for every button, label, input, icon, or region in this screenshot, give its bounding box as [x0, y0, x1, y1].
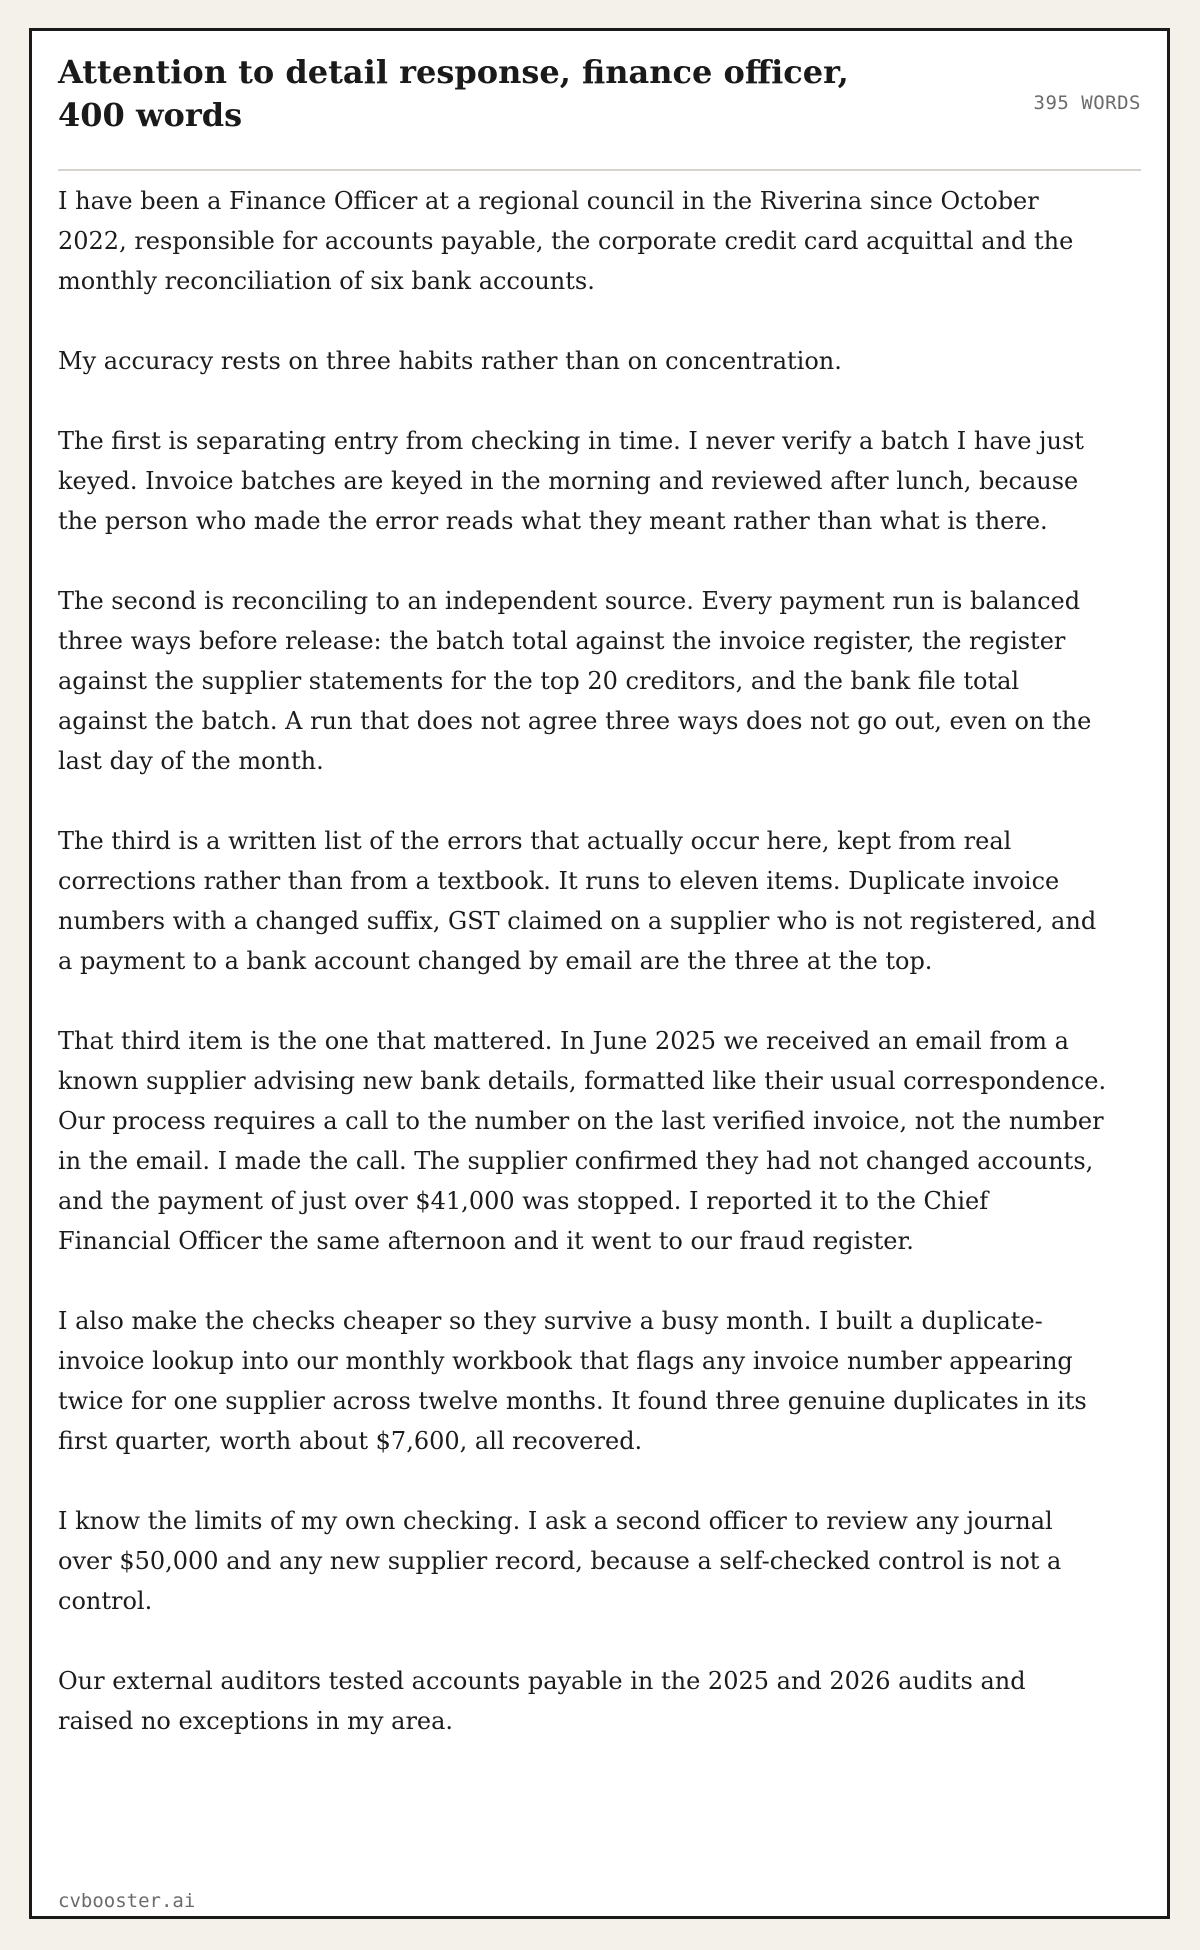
- page-title: Attention to detail response, finance officer, 400 words: [58, 53, 849, 134]
- paragraph-fraud-example: That third item is the one that mattered. In June 2025 we received an email from a known supplier advising new bank details, formatted like their usual correspondence. Our process requires a call to the number on the last verified invoice, not the number in the email. I made the call. The supplier confirmed they had not changed accounts, and the payment of just over $41,000 was stopped. I reported it to the Chief Financial Officer the same afternoon and it went to our fraud register.: [58, 1027, 1107, 1255]
- paragraph-audit-result: Our external auditors tested accounts payable in the 2025 and 2026 audits and raised no exceptions in my area.: [58, 1667, 1026, 1735]
- response-card: [29, 28, 1170, 1919]
- brand-footer: cvbooster.ai: [58, 1890, 196, 1912]
- paragraph-second-review: I know the limits of my own checking. I ask a second officer to review any journal over $50,000 and any new supplier record, because a self-checked control is not a control.: [58, 1507, 1062, 1615]
- paragraph-habits-summary: My accuracy rests on three habits rather than on concentration.: [58, 347, 842, 375]
- paragraph-intro: I have been a Finance Officer at a regional council in the Riverina since October 2022, responsible for accounts payable, the corporate credit card acquittal and the monthly reconciliation of six bank accounts.: [58, 187, 1074, 295]
- word-count-badge: 395 WORDS: [1033, 92, 1141, 114]
- paragraph-habit-two: The second is reconciling to an independent source. Every payment run is balanced three ways before release: the batch total against the invoice register, the register against the supplier statements for the top 20 creditors, and the bank file total against the batch. A run that does not agree three ways does not go out, even on the last day of the month.: [58, 587, 1092, 775]
- paragraph-habit-three: The third is a written list of the errors that actually occur here, kept from real corrections rather than from a textbook. It runs to eleven items. Duplicate invoice numbers with a changed suffix, GST claimed on a supplier who is not registered, and a payment to a bank account changed by email are the three at the top.: [58, 827, 1097, 975]
- paragraph-duplicate-lookup: I also make the checks cheaper so they survive a busy month. I built a duplicate-invoice lookup into our monthly workbook that flags any invoice number appearing twice for one supplier across twelve months. It found three genuine duplicates in its first quarter, worth about $7,600, all recovered.: [58, 1307, 1087, 1455]
- card-header: [58, 51, 1141, 171]
- response-body: [58, 181, 1108, 1781]
- paragraph-habit-one: The first is separating entry from checking in time. I never verify a batch I have just keyed. Invoice batches are keyed in the morning and reviewed after lunch, because the person who made the error reads what they meant rather than what is there.: [58, 427, 1084, 535]
